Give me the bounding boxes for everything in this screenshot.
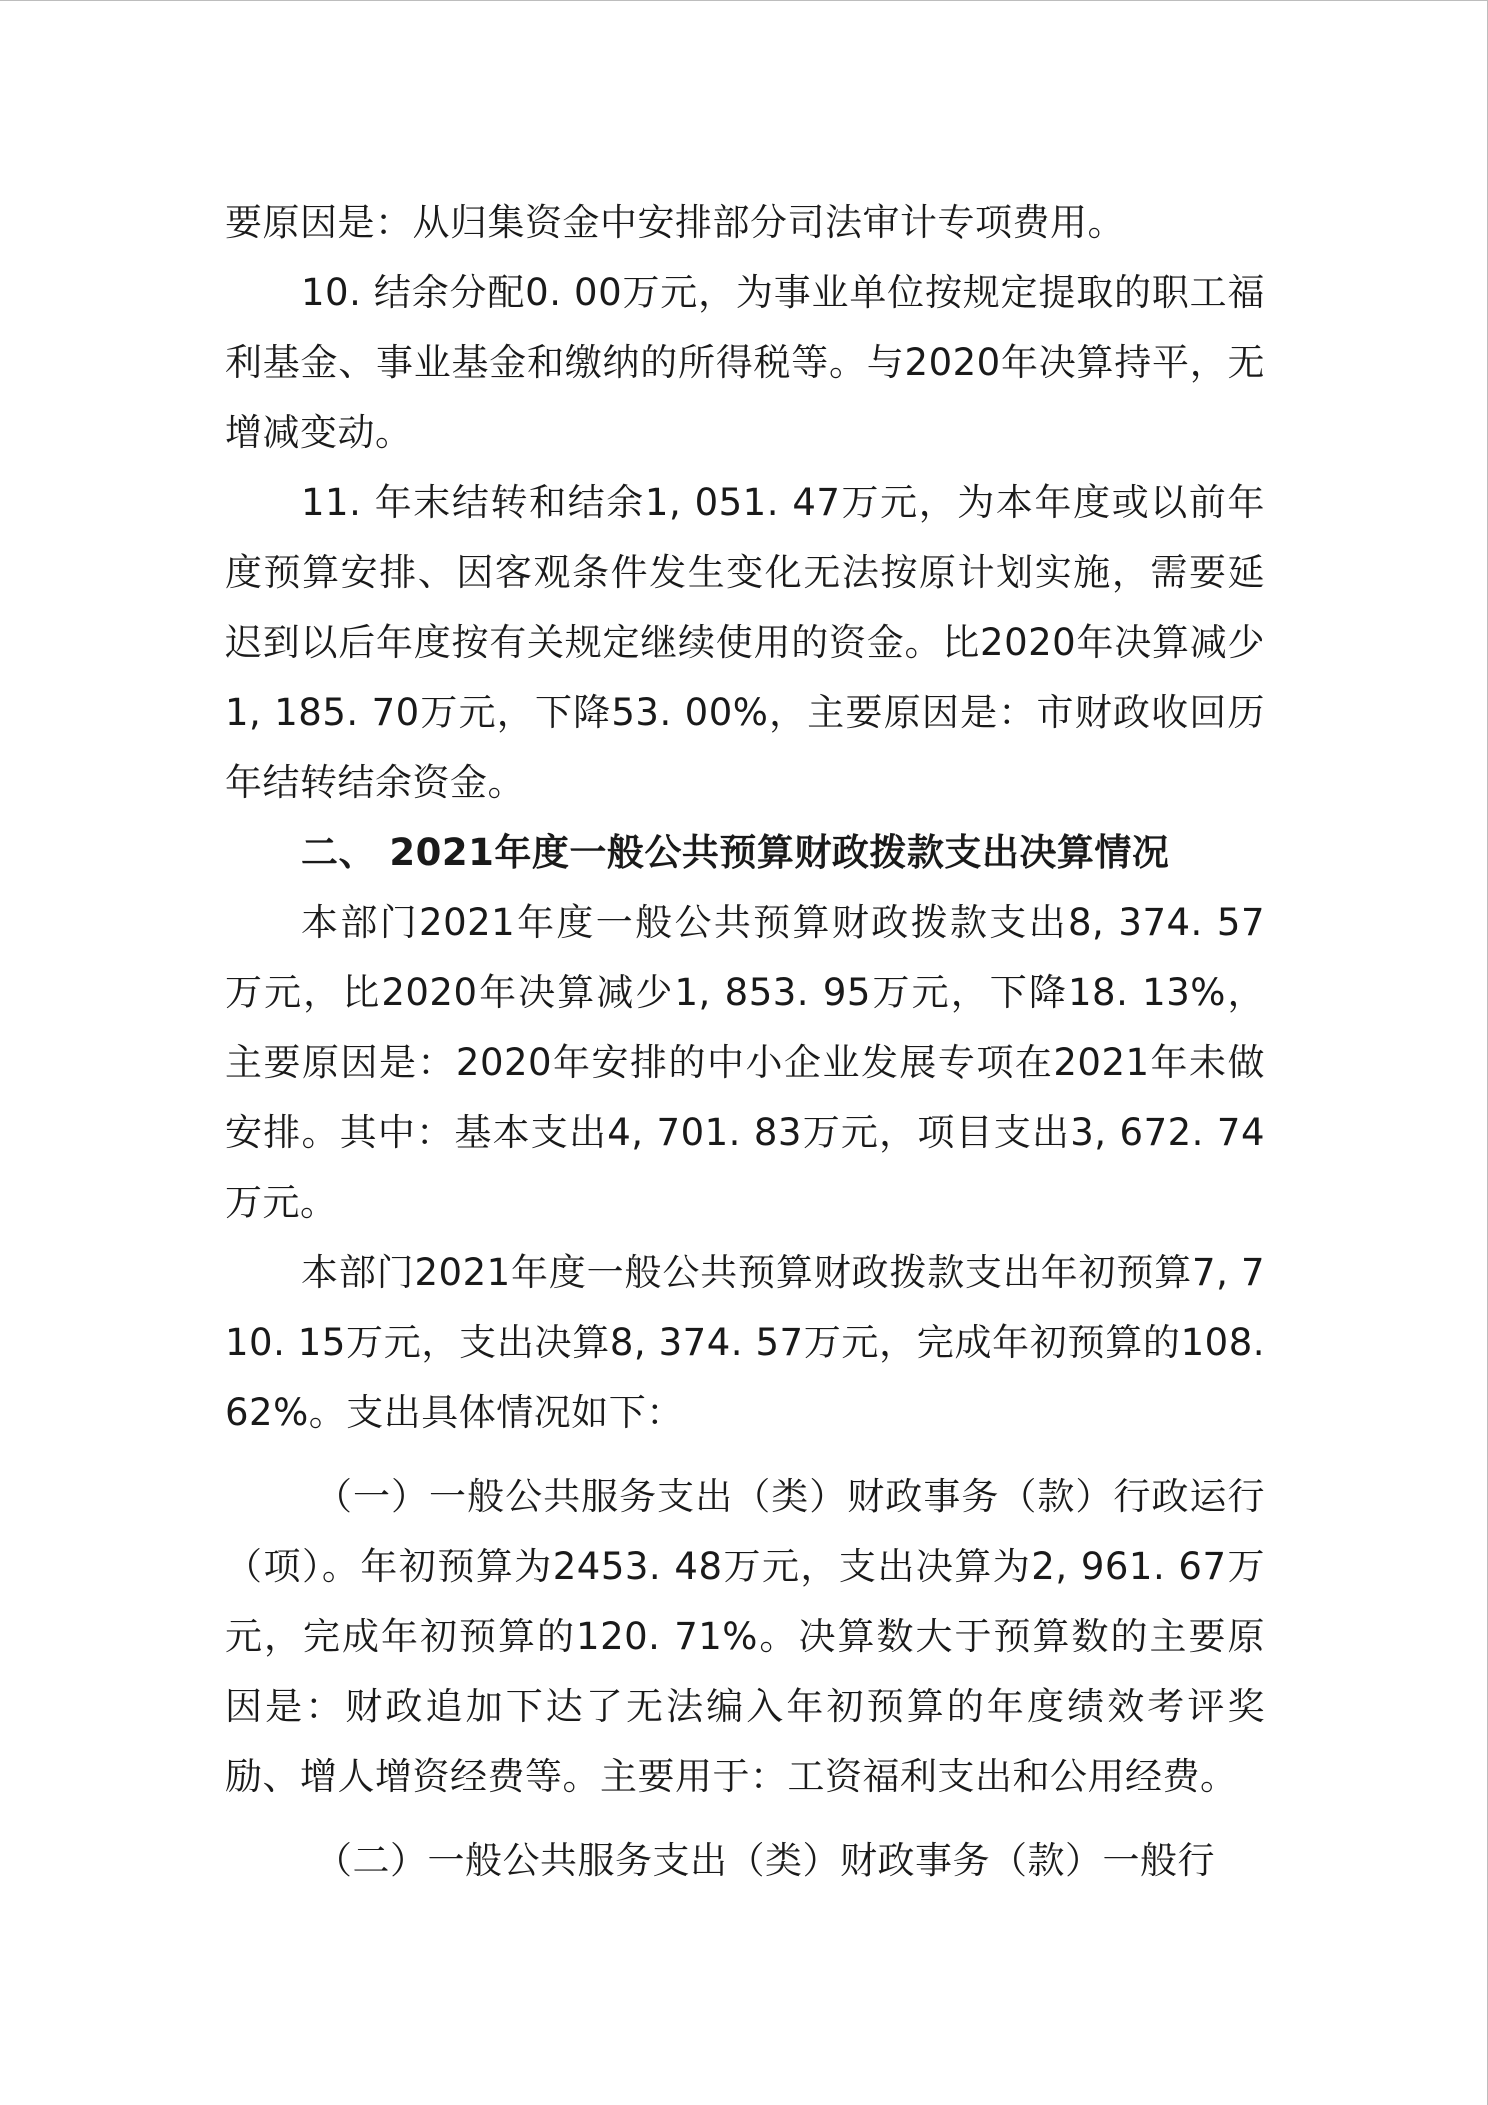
document-body [225, 188, 1265, 1896]
page-border-top [0, 0, 1488, 1]
paragraph-budget-completion: 本部门2021年度一般公共预算财政拨款支出年初预算7, 710. 15万元，支出决算8, 374. 57万元，完成年初预算的108. 62%。支出具体情况如下： [225, 1251, 1265, 1434]
paragraph-expenditure-summary: 本部门2021年度一般公共预算财政拨款支出8, 374. 57万元，比2020年决算减少1, 853. 95万元，下降18. 13%，主要原因是：2020年安排的中小企业发展专项在2021年未做安排。其中：基本支出4, 701. 83万元，项目支出3, 672. 74万元。 [225, 901, 1265, 1224]
paragraph-item-10: 10. 结余分配0. 00万元，为事业单位按规定提取的职工福利基金、事业基金和缴纳的所得税等。与2020年决算持平，无增减变动。 [225, 271, 1265, 454]
paragraph-item-11: 11. 年末结转和结余1, 051. 47万元，为本年度或以前年度预算安排、因客观条件发生变化无法按原计划实施，需要延迟到以后年度按有关规定继续使用的资金。比2020年决算减少1, 185. 70万元，下降53. 00%，主要原因是：市财政收回历年结转结余资金。 [225, 481, 1265, 804]
paragraph-continuation: 要原因是：从归集资金中安排部分司法审计专项费用。 [225, 201, 1125, 244]
paragraph-subitem-2: （二）一般公共服务支出（类）财政事务（款）一般行 [315, 1839, 1215, 1882]
section-heading-2: 二、 2021年度一般公共预算财政拨款支出决算情况 [301, 831, 1170, 874]
paragraph-subitem-1: （一）一般公共服务支出（类）财政事务（款）行政运行（项）。年初预算为2453. 48万元，支出决算为2, 961. 67万元，完成年初预算的120. 71%。决算数大于预算数的主要原因是：财政追加下达了无法编入年初预算的年度绩效考评奖励、增人增资经费等。主要用于：工资福利支出和公用经费。 [225, 1475, 1265, 1798]
